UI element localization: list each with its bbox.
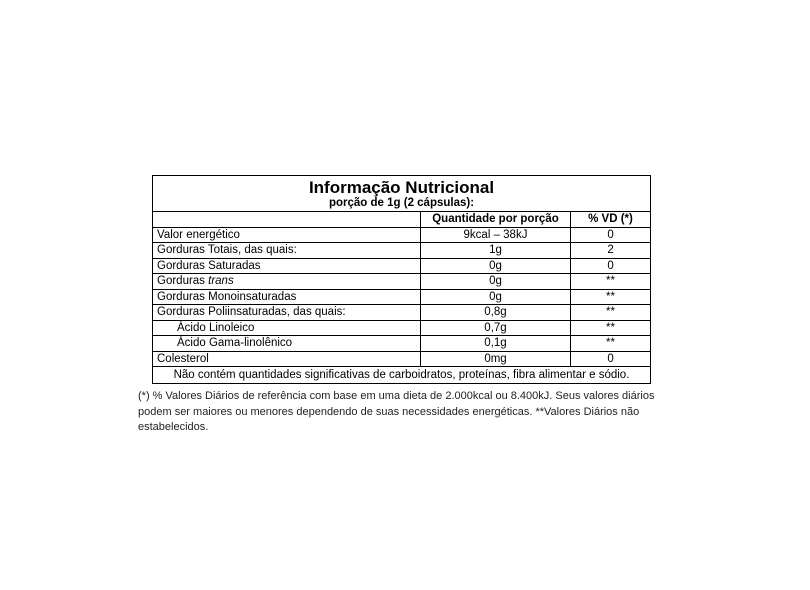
nutrient-quantity: 0g	[421, 289, 571, 305]
nutrient-quantity: 0,7g	[421, 320, 571, 336]
nutrition-label	[152, 175, 650, 384]
nutrient-name: Ácido Gama-linolênico	[153, 336, 421, 352]
header-empty-cell	[153, 212, 421, 228]
nutrient-vd: **	[571, 274, 651, 290]
nutrient-name-italic: trans	[208, 275, 234, 287]
table-row	[153, 227, 651, 243]
table-row	[153, 243, 651, 259]
nutrient-quantity: 1g	[421, 243, 571, 259]
table-row	[153, 305, 651, 321]
table-row	[153, 351, 651, 367]
nutrient-vd: **	[571, 320, 651, 336]
nutrient-quantity: 9kcal – 38kJ	[421, 227, 571, 243]
table-row	[153, 258, 651, 274]
nutrient-quantity: 0,1g	[421, 336, 571, 352]
nutrient-name: Gorduras Saturadas	[153, 258, 421, 274]
table-row	[153, 274, 651, 290]
nutrient-vd: 0	[571, 258, 651, 274]
nutrient-name: Gorduras Poliinsaturadas, das quais:	[153, 305, 421, 321]
nutrient-quantity: 0g	[421, 274, 571, 290]
nutrient-name: Gorduras Monoinsaturadas	[153, 289, 421, 305]
nutrient-name: Gorduras Totais, das quais:	[153, 243, 421, 259]
footnote-text: (*) % Valores Diários de referência com base em uma dieta de 2.000kcal ou 8.400kJ. Seus valores diários podem ser maiores ou menores dependendo de suas necessidades energéticas. **Valores Diários não estabelecidos.	[138, 390, 655, 433]
nutrient-name: Valor energético	[153, 227, 421, 243]
nutrient-vd: 0	[571, 227, 651, 243]
nutrient-quantity: 0,8g	[421, 305, 571, 321]
portion-size: porção de 1g (2 cápsulas):	[328, 197, 475, 209]
header-vd: % VD (*)	[571, 212, 651, 228]
nutrient-vd: **	[571, 289, 651, 305]
nutrient-quantity: 0mg	[421, 351, 571, 367]
nutrient-vd: **	[571, 336, 651, 352]
nutrient-quantity: 0g	[421, 258, 571, 274]
table-row	[153, 289, 651, 305]
nutrient-vd: 0	[571, 351, 651, 367]
nutrient-name: Ácido Linoleico	[153, 320, 421, 336]
label-note: Não contém quantidades significativas de carboidratos, proteínas, fibra alimentar e sódio.	[153, 367, 651, 384]
column-header-row	[153, 212, 651, 228]
nutrition-table	[152, 175, 651, 384]
table-row	[153, 336, 651, 352]
label-header	[153, 176, 651, 212]
nutrient-vd: 2	[571, 243, 651, 259]
label-title: Informação Nutricional	[308, 178, 495, 197]
table-row	[153, 320, 651, 336]
nutrient-name: Colesterol	[153, 351, 421, 367]
nutrient-vd: **	[571, 305, 651, 321]
header-quantity: Quantidade por porção	[421, 212, 571, 228]
nutrient-name: Gorduras trans	[153, 274, 421, 290]
